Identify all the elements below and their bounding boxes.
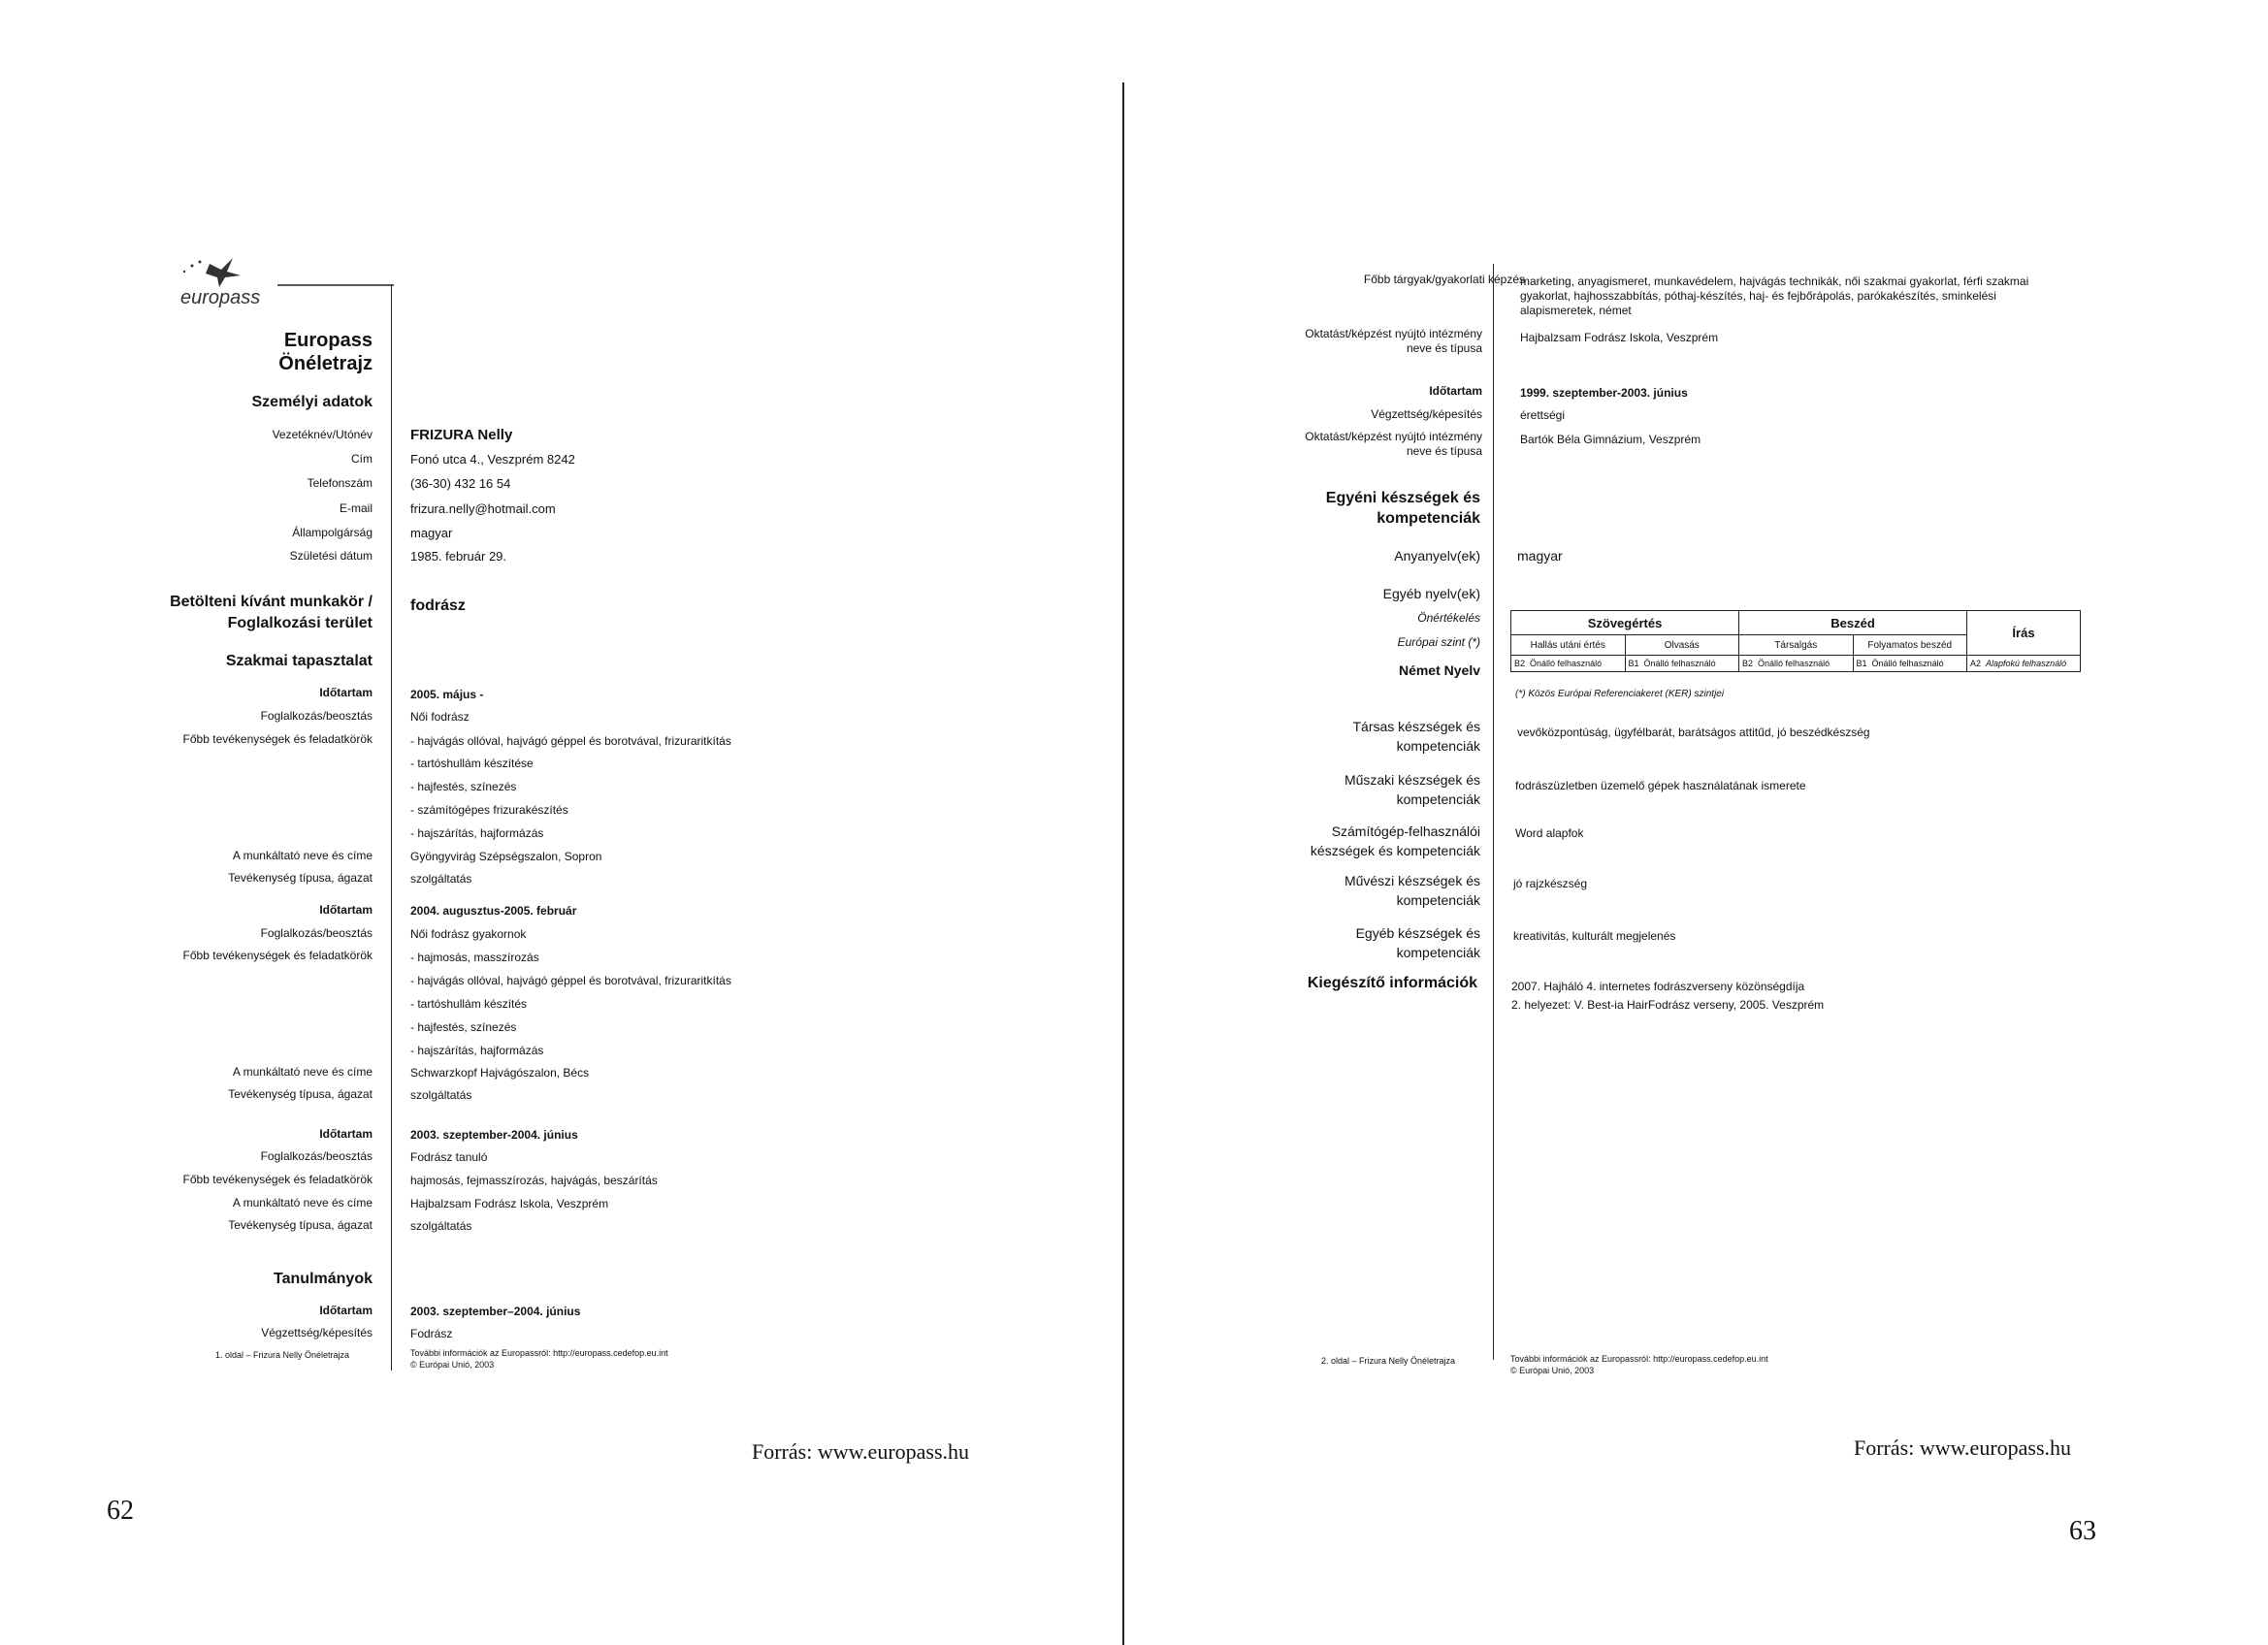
understanding-header: Szövegértés [1511,611,1739,635]
exp3-sector-label: Tevékenység típusa, ágazat [228,1218,373,1232]
page-fold [1122,82,1124,1645]
label-address: Cím [351,452,373,466]
exp2-period: 2004. augusztus-2005. február [410,904,577,918]
level-code: B1 [1628,659,1639,668]
right-column-divider [1493,264,1494,1360]
subjects-label: Főbb tárgyak/gyakorlati képzés [1363,273,1525,286]
label-phone: Telefonszám [307,476,373,490]
level-desc: Önálló felhasználó [1871,659,1944,668]
exp2-employer: Schwarzkopf Hajvágószalon, Bécs [410,1066,590,1080]
level-code: A2 [1970,659,1982,668]
europass-logo-text: europass [180,287,261,308]
edu2-inst-label-line1: Oktatást/képzést nyújtó intézmény [1305,430,1482,443]
computer-skills-value: Word alapfok [1515,826,1584,840]
value-birthdate: 1985. február 29. [410,549,507,564]
left-footer-info-line1: További információk az Europassról: http://europass.cedefop.eu.int [410,1348,668,1358]
exp1-activity: - hajszárítás, hajformázás [410,826,544,840]
level-cell [1739,656,1854,672]
exp1-activity: - hajfestés, színezés [410,780,517,793]
interaction-subheader: Társalgás [1739,635,1854,656]
exp2-activity: - hajfestés, színezés [410,1020,517,1034]
exp2-period-label: Időtartam [319,903,373,917]
edu-period: 2003. szeptember–2004. június [410,1305,581,1318]
exp3-sector: szolgáltatás [410,1219,472,1233]
desired-job-label-line1: Betölteni kívánt munkakör / [170,594,373,610]
exp1-employer: Gyöngyvirág Szépségszalon, Sopron [410,850,602,863]
cefr-footnote: (*) Közös Európai Referenciakeret (KER) szintjei [1515,689,1725,699]
left-footer-info-line2: © Európai Unió, 2003 [410,1360,495,1370]
edu2-period: 1999. szeptember-2003. június [1520,386,1688,400]
level-desc: Alapfokú felhasználó [1986,659,2067,668]
exp1-activity: - számítógépes frizurakészítés [410,803,568,817]
exp1-employer-label: A munkáltató neve és címe [232,849,373,862]
personal-heading: Személyi adatok [251,394,373,410]
exp2-activity: - hajszárítás, hajformázás [410,1044,544,1057]
desired-job-value: fodrász [410,597,466,614]
skills-heading-line1: Egyéni készségek és [1325,490,1480,506]
right-footer-page: 2. oldal – Frizura Nelly Önéletrajza [1321,1356,1456,1366]
inst1-value: Hajbalzsam Fodrász Iskola, Veszprém [1520,331,1719,344]
exp1-position: Női fodrász [410,710,470,724]
desired-job-label-line2: Foglalkozási terület [227,615,373,631]
other-langs-label: Egyéb nyelv(ek) [1382,586,1480,601]
subjects-line: marketing, anyagismeret, munkavédelem, hajvágás technikák, női szakmai gyakorlat, férfi szakmai [1520,274,2029,288]
right-source: Forrás: www.europass.hu [1854,1435,2072,1460]
exp3-activity: hajmosás, fejmasszírozás, hajvágás, beszárítás [410,1174,658,1187]
inst1-label-line1: Oktatást/képzést nyújtó intézmény [1305,327,1482,340]
social-skills-value: vevőközpontúság, ügyfélbarát, barátságos attitűd, jó beszédkészség [1517,726,1870,739]
exp2-sector: szolgáltatás [410,1088,472,1102]
social-skills-label-line2: kompetenciák [1396,738,1480,754]
exp3-position: Fodrász tanuló [410,1150,488,1164]
exp3-position-label: Foglalkozás/beosztás [260,1149,373,1163]
reading-subheader: Olvasás [1625,635,1739,656]
edu2-inst: Bartók Béla Gimnázium, Veszprém [1520,433,1701,446]
exp2-activity: - hajmosás, masszírozás [410,951,539,964]
level-cell [1511,656,1626,672]
exp1-activity: - tartóshullám készítése [410,757,534,770]
level-code: B2 [1742,659,1754,668]
language-name: Német Nyelv [1398,662,1480,678]
other-skills-value: kreativitás, kulturált megjelenés [1513,929,1676,943]
right-footer-info-line2: © Európai Unió, 2003 [1510,1366,1595,1375]
exp2-employer-label: A munkáltató neve és címe [232,1065,373,1079]
left-source: Forrás: www.europass.hu [752,1439,970,1464]
edu2-period-label: Időtartam [1429,384,1482,398]
exp1-sector-label: Tevékenység típusa, ágazat [228,871,373,885]
other-skills-label-line1: Egyéb készségek és [1355,925,1480,941]
exp3-employer-label: A munkáltató neve és címe [232,1196,373,1210]
right-page-number: 63 [2069,1516,2096,1546]
edu2-qual-label: Végzettség/képesítés [1371,407,1482,421]
exp3-period: 2003. szeptember-2004. június [410,1128,578,1142]
skills-heading-line2: kompetenciák [1377,510,1480,527]
label-email: E-mail [339,501,373,515]
exp1-period-label: Időtartam [319,686,373,699]
computer-skills-label-line2: készségek és kompetenciák [1310,843,1480,858]
production-subheader: Folyamatos beszéd [1853,635,1967,656]
computer-skills-label-line1: Számítógép-felhasználói [1331,823,1480,839]
technical-skills-label-line1: Műszaki készségek és [1344,772,1480,788]
additional-info-label: Kiegészítő információk [1307,975,1477,991]
listening-subheader: Hallás utáni értés [1511,635,1626,656]
level-code: B2 [1514,659,1526,668]
exp2-position-label: Foglalkozás/beosztás [260,926,373,940]
artistic-skills-label-line1: Művészi készségek és [1344,873,1480,888]
label-nationality: Állampolgárság [292,526,373,539]
exp2-activity: - tartóshullám készítés [410,997,528,1011]
exp2-activity: - hajvágás ollóval, hajvágó géppel és borotvával, frizuraritkítás [410,974,731,987]
label-birthdate: Születési dátum [289,549,373,563]
cv-title-line2: Önéletrajz [278,353,373,374]
speaking-header: Beszéd [1739,611,1967,635]
value-phone: (36-30) 432 16 54 [410,476,511,491]
exp3-employer: Hajbalzsam Fodrász Iskola, Veszprém [410,1197,609,1210]
right-footer-info-line1: További információk az Europassról: http://europass.cedefop.eu.int [1510,1354,1768,1364]
value-name: FRIZURA Nelly [410,427,513,443]
left-column-divider [391,284,392,1371]
artistic-skills-label-line2: kompetenciák [1396,892,1480,908]
cv-title-line1: Europass [283,330,373,351]
edu2-qual: érettségi [1520,408,1566,422]
value-nationality: magyar [410,526,453,540]
level-desc: Önálló felhasználó [1758,659,1831,668]
level-code: B1 [1856,659,1867,668]
level-cell [1853,656,1967,672]
artistic-skills-value: jó rajzkészség [1513,877,1588,890]
level-desc: Önálló felhasználó [1530,659,1603,668]
social-skills-label-line1: Társas készségek és [1352,719,1480,734]
exp3-period-label: Időtartam [319,1127,373,1141]
level-desc: Önálló felhasználó [1643,659,1716,668]
exp1-period: 2005. május - [410,688,484,701]
mother-tongue-label: Anyanyelv(ek) [1394,548,1480,564]
additional-info-line2: 2. helyezet: V. Best-ia HairFodrász verseny, 2005. Veszprém [1511,998,1825,1012]
exp1-position-label: Foglalkozás/beosztás [260,709,373,723]
language-table [1510,610,2081,672]
mother-tongue-value: magyar [1517,548,1563,564]
exp3-activities-label: Főbb tevékenységek és feladatkörök [182,1173,373,1186]
exp1-sector: szolgáltatás [410,872,472,886]
level-cell [1967,656,2081,672]
technical-skills-value: fodrászüzletben üzemelő gépek használatának ismerete [1515,779,1806,792]
label-name: Vezetéknév/Utónév [272,428,373,441]
exp1-activity: - hajvágás ollóval, hajvágó géppel és borotvával, frizuraritkítás [410,734,731,748]
exp2-position: Női fodrász gyakornok [410,927,527,941]
exp1-activities-label: Főbb tevékenységek és feladatkörök [182,732,373,746]
education-heading: Tanulmányok [274,1271,373,1287]
writing-header: Írás [1967,611,2081,656]
additional-info-line1: 2007. Hajháló 4. internetes fodrászverseny közönségdíja [1511,980,1805,993]
exp2-activities-label: Főbb tevékenységek és feladatkörök [182,949,373,962]
edu-qual-label: Végzettség/képesítés [261,1326,373,1339]
left-page-number: 62 [107,1496,134,1526]
edu2-inst-label-line2: neve és típusa [1406,444,1482,458]
edu-period-label: Időtartam [319,1304,373,1317]
left-footer-page: 1. oldal – Frizura Nelly Önéletrajza [215,1350,350,1360]
technical-skills-label-line2: kompetenciák [1396,791,1480,807]
inst1-label-line2: neve és típusa [1406,341,1482,355]
value-email: frizura.nelly@hotmail.com [410,501,556,516]
exp2-sector-label: Tevékenység típusa, ágazat [228,1087,373,1101]
edu-qual: Fodrász [410,1327,453,1340]
experience-heading: Szakmai tapasztalat [225,653,373,669]
self-assessment-label: Önértékelés [1417,611,1480,625]
subjects-line: gyakorlat, hajhosszabbítás, póthaj-készítés, haj- és fejbőrápolás, parókakészítés, sminkelési [1520,289,1996,303]
other-skills-label-line2: kompetenciák [1396,945,1480,960]
level-cell [1625,656,1739,672]
value-address: Fonó utca 4., Veszprém 8242 [410,452,575,467]
subjects-line: alapismeretek, német [1520,304,1632,317]
eu-level-label: Európai szint (*) [1397,635,1480,649]
